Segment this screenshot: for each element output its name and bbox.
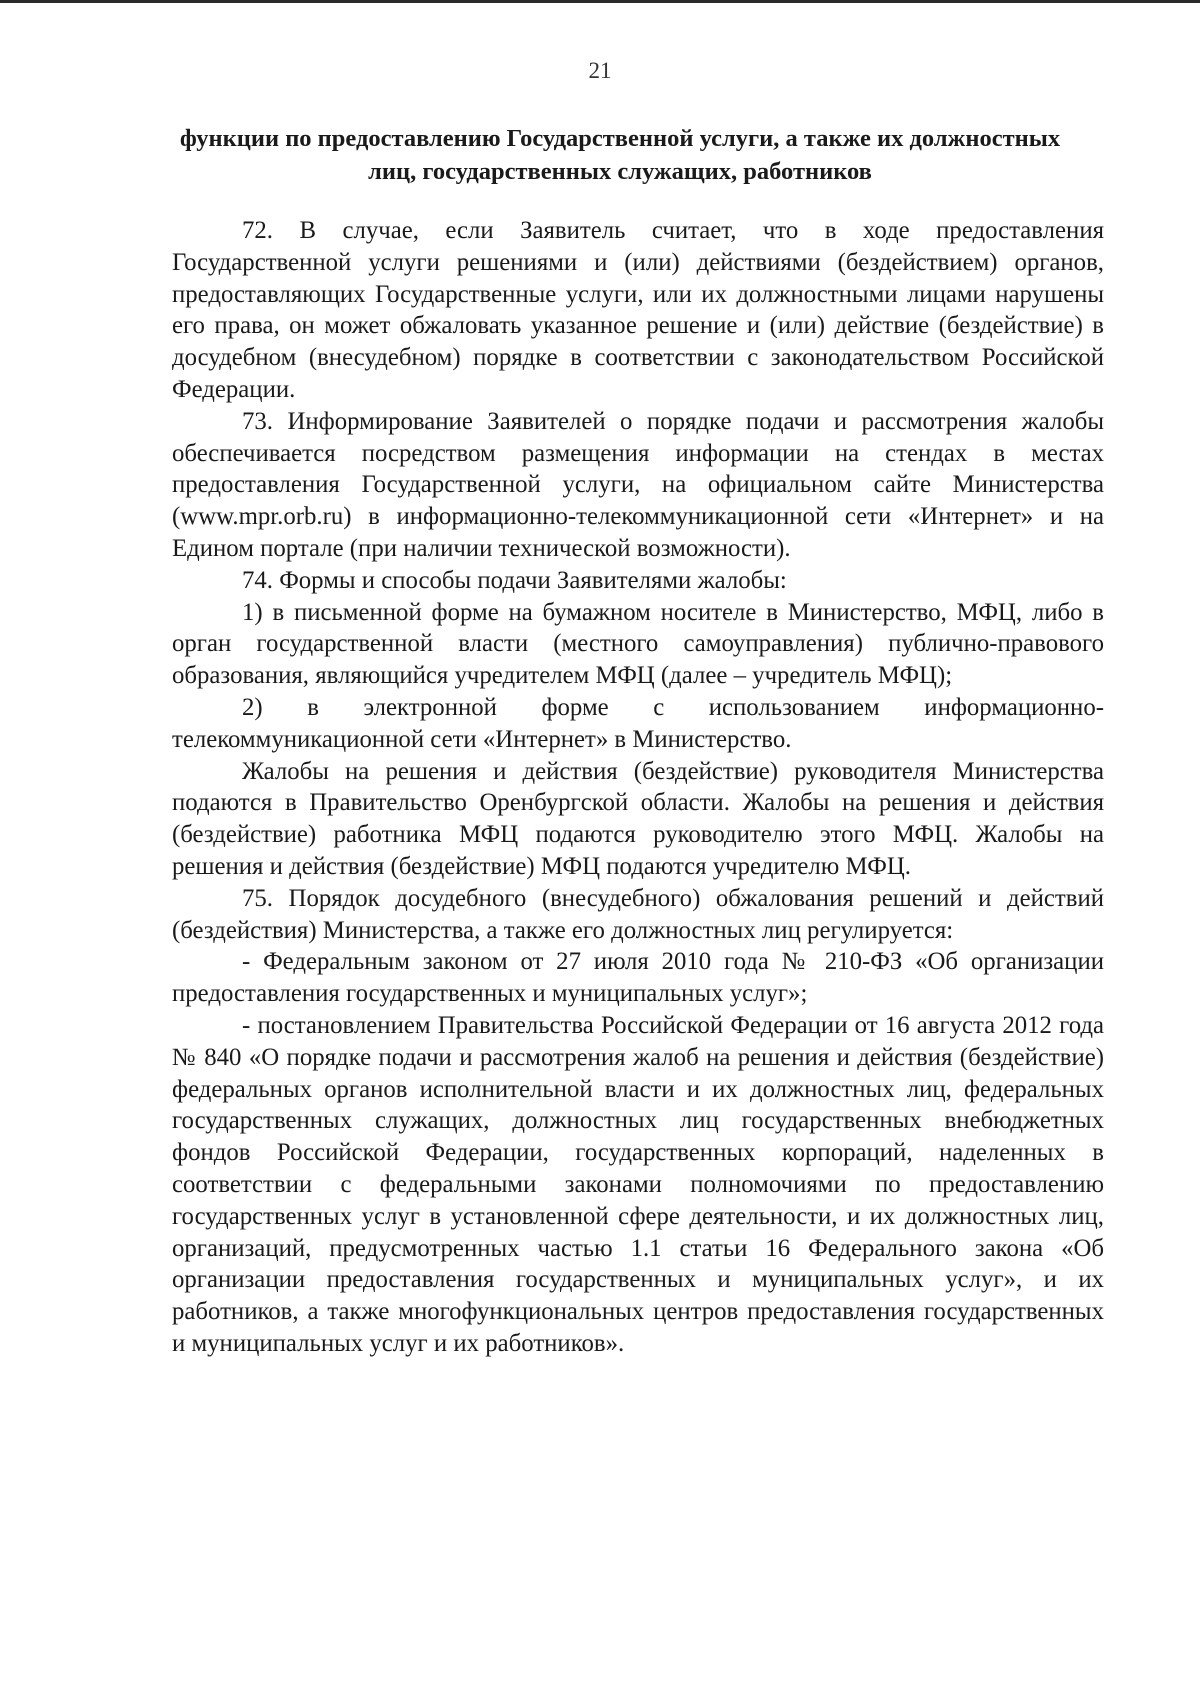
paragraph-75: 75. Порядок досудебного (внесудебного) обжалования решений и действий (бездействия) Министерства, а также его должностных лиц регулируется: <box>172 884 1104 944</box>
list-item-electronic-form: 2) в электронной форме с использованием информационно-телекоммуникационной сети «Интернет» в Министерство. <box>172 693 1104 753</box>
list-item-government-resolution: - постановлением Правительства Российской Федерации от 16 августа 2012 года № 840 «О порядке подачи и рассмотрения жалоб на решения и действия (бездействие) федеральных органов исполнительной власти и их должностных лиц, федеральных государственных служащих, должностных лиц государственных внебюджетных фондов Российской Федерации, государственных корпораций, наделенных в соответствии с федеральными законами полномочиями по предоставлению государственных услуг в установленной сфере деятельности, и их должностных лиц, организаций, предусмотренных частью 1.1 статьи 16 Федерального закона «Об организации предоставления государственных и муниципальных услуг», и их работников, а также многофункциональных центров предоставления государственных и муниципальных услуг и их работников». <box>172 1011 1104 1357</box>
paragraph-complaints: Жалобы на решения и действия (бездействие) руководителя Министерства подаются в Правительство Оренбургской области. Жалобы на решения и действия (бездействие) работника МФЦ подаются руководителю этого МФЦ. Жалобы на решения и действия (бездействие) МФЦ подаются учредителю МФЦ. <box>172 757 1104 880</box>
paragraph-72: 72. В случае, если Заявитель считает, что в ходе предоставления Государственной услуги решениями и (или) действиями (бездействием) органов, предоставляющих Государственные услуги, или их должностными лицами нарушены его права, он может обжаловать указанное решение и (или) действие (бездействие) в досудебном (внесудебном) порядке в соответствии с законодательством Российской Федерации. <box>172 217 1104 403</box>
list-item-federal-law: - Федеральным законом от 27 июля 2010 года № 210-ФЗ «Об организации предоставления государственных и муниципальных услуг»; <box>172 948 1104 1008</box>
page-number: 21 <box>588 58 612 83</box>
scan-top-edge <box>0 0 1200 3</box>
paragraph-73: 73. Информирование Заявителей о порядке подачи и рассмотрения жалобы обеспечивается посредством размещения информации на стендах в местах предоставления Государственной услуги, на официальном сайте Министерства (www.mpr.orb.ru) в информационно-телекоммуникационной сети «Интернет» и на Едином портале (при наличии технической возможности). <box>172 407 1104 562</box>
document-body <box>172 215 1104 1360</box>
paragraph-74: 74. Формы и способы подачи Заявителями жалобы: <box>242 566 787 594</box>
list-item-written-form: 1) в письменной форме на бумажном носителе в Министерство, МФЦ, либо в орган государственной власти (местного самоуправления) публично-правового образования, являющийся учредителем МФЦ (далее – учредитель МФЦ); <box>172 598 1104 690</box>
section-heading: функции по предоставлению Государственной услуги, а также их должностных лиц, государственных служащих, работников <box>179 125 1061 185</box>
